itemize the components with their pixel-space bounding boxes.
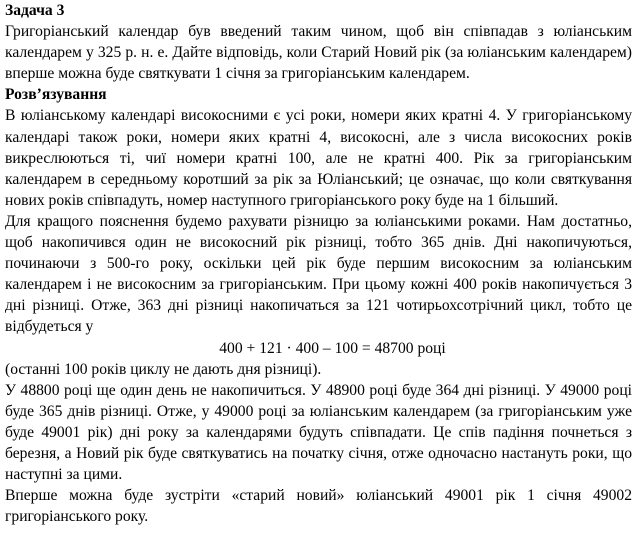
formula-note: (останні 100 років циклу не дають дня різниці). bbox=[5, 360, 322, 378]
solution-paragraph-3: У 48800 році ще один день не накопичиться. У 48900 році буде 364 дні різниці. У 49000 році буде 365 днів різниці. Отже, у 49000 році за юліанським календарем (за григоріанським уже буде 49001 рік) дні року за календарями будуть співпадати. Це спів падіння почнеться з березня, а Новий рік буде святкуватись на початку січня, отже одночасно настануть роки, що наступні за цими. bbox=[5, 381, 632, 484]
solution-title: Розв’язування bbox=[5, 86, 107, 104]
solution-paragraph-2: Для кращого пояснення будемо рахувати різницю за юліанськими роками. Нам достатньо, щоб накопичився один не високосний рік різниці, тобто 365 днів. Дні накопичуються, починаючи з 500-го року, оскільки цей рік буде першим високосним за юліанським календарем і не високосним за григоріанським. При цьому кожні 400 років накопичується 3 дні різниці. Отже, 363 дні різниці накопичаться за 121 чотирьохсотрічний цикл, тобто це відбудеться у bbox=[5, 212, 632, 336]
task-title: Задача 3 bbox=[5, 2, 65, 19]
conclusion: Вперше можна буде зустріти «старий новий» юліанський 49001 рік 1 січня 49002 григоріанського року. bbox=[5, 487, 632, 526]
solution-paragraph-1: В юліанському календарі високосними є усі роки, номери яких кратні 4. У григоріанському календарі також роки, номери яких кратні 4, високосні, але з числа високосних років викреслюються ті, чиї номери кратні 100, але не кратні 400. Рік за григоріанським календарем в середньому коротший за рік за Юліанський; це означає, що коли святкування нових років співпадуть, номер наступного григоріанського року буде на 1 більший. bbox=[5, 107, 632, 209]
formula: 400 + 121 · 400 – 100 = 48700 році bbox=[219, 339, 446, 357]
task-text: Григоріанський календар був введений таким чином, щоб він співпадав з юліанським календарем у 325 р. н. е. Дайте відповідь, коли Старий Новий рік (за юліанським календарем) вперше можна буде святкувати 1 січня за григоріанським календарем. bbox=[5, 23, 632, 83]
